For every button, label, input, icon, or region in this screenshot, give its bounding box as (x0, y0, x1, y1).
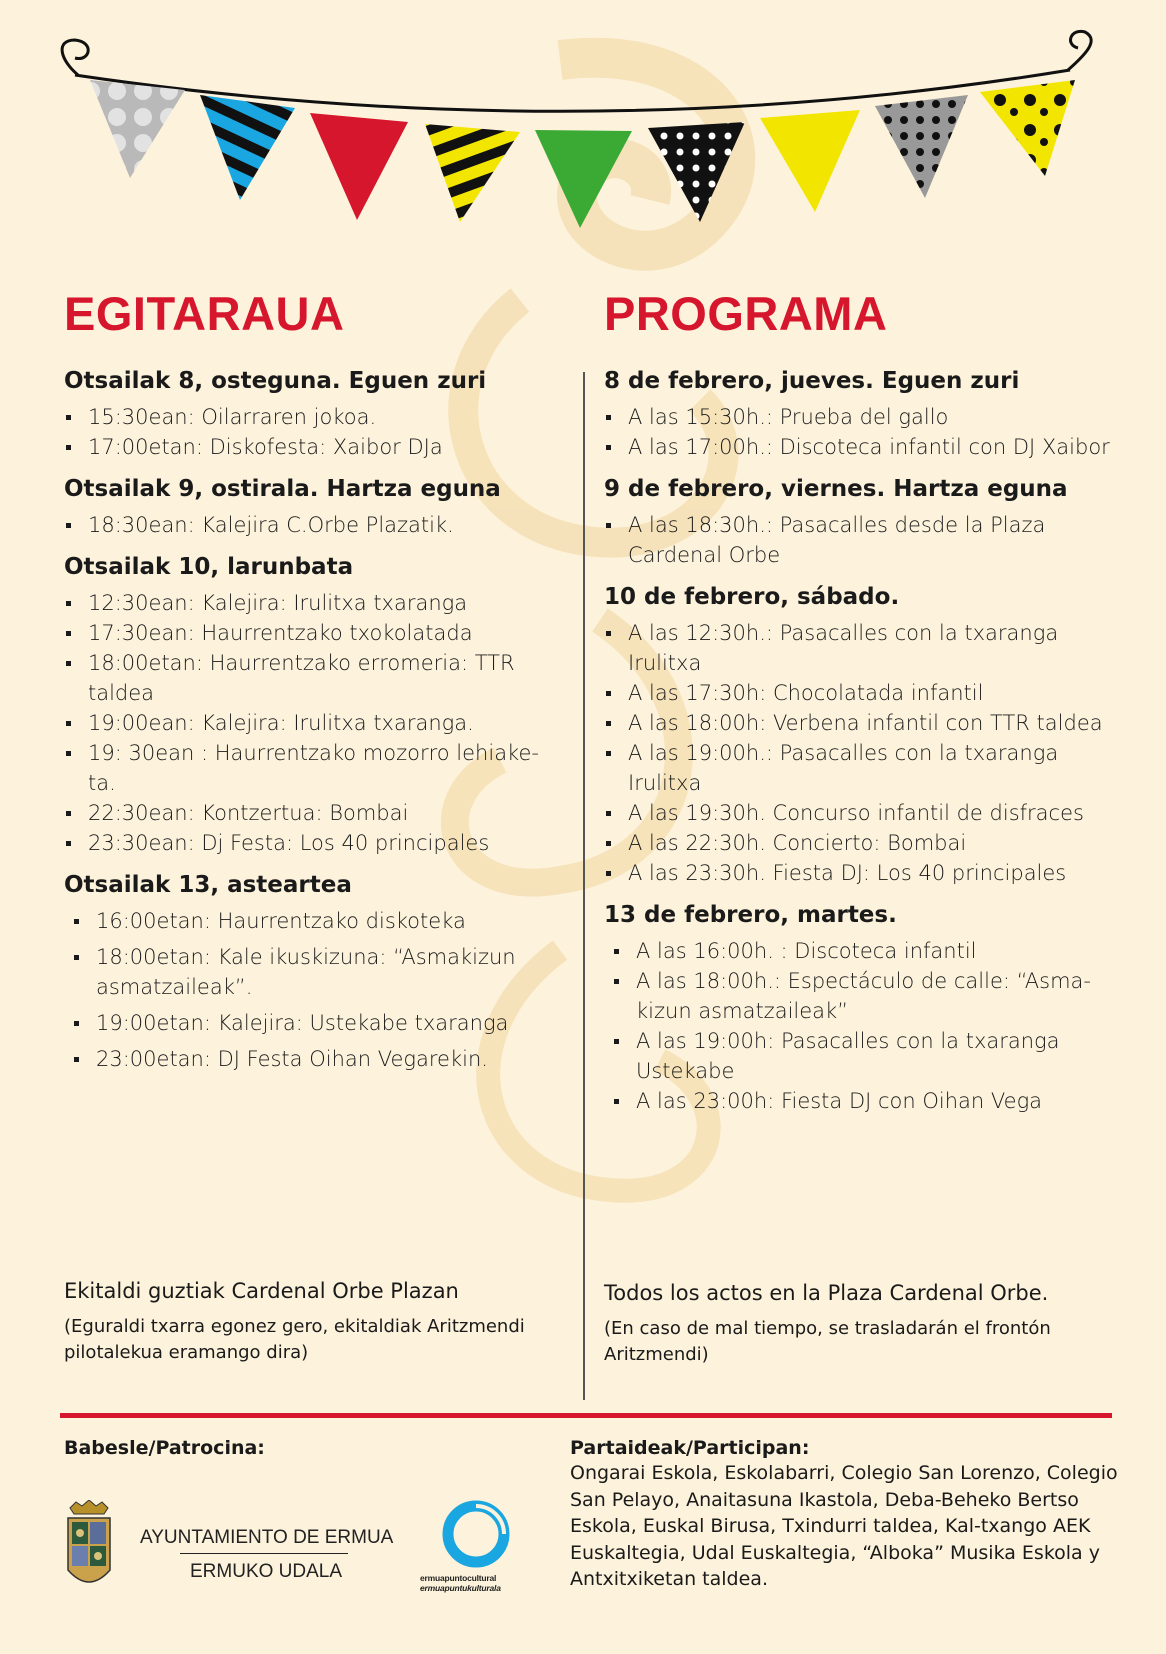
list-item: 23:30ean: Dj Festa: Los 40 principales (64, 828, 564, 858)
list-item: A las 19:00h.: Pasacalles con la txaranga Irulitxa (604, 738, 1124, 798)
footer-divider (60, 1413, 1112, 1418)
day-section (604, 474, 1124, 570)
day-title: Otsailak 8, osteguna. Eguen zuri (64, 368, 487, 394)
day-title: 13 de febrero, martes. (604, 902, 897, 928)
participants-label: Partaideak/Participan: (570, 1437, 810, 1459)
logo-caption-1: ermuapuntocultural (420, 1573, 497, 1583)
day-title: Otsailak 10, larunbata (64, 554, 354, 580)
list-item: A las 23:00h: Fiesta DJ con Oihan Vega (604, 1086, 1124, 1116)
sponsor-name-1: AYUNTAMIENTO DE ERMUA (140, 1527, 394, 1548)
right-column-spanish (604, 287, 1124, 1128)
list-item: 17:30ean: Haurrentzako txokolatada (64, 618, 564, 648)
list-item: A las 17:00h.: Discoteca infantil con DJ Xaibor (604, 432, 1124, 462)
list-item: A las 23:30h. Fiesta DJ: Los 40 principales (604, 858, 1124, 888)
list-item: A las 18:30h.: Pasacalles desde la Plaza Cardenal Orbe (604, 510, 1124, 570)
list-item: 17:00etan: Diskofesta: Xaibor DJa (64, 432, 564, 462)
list-item: 18:00etan: Kale ikuskizuna: “Asmakizun asmatzaileak”. (64, 942, 564, 1002)
day-section (604, 900, 1124, 1116)
list-item: 12:30ean: Kalejira: Irulitxa txaranga (64, 588, 564, 618)
day-section (604, 582, 1124, 888)
day-title: Otsailak 13, asteartea (64, 872, 352, 898)
day-section (64, 474, 564, 540)
coat-of-arms-logo-icon (64, 1500, 114, 1594)
list-item: A las 16:00h. : Discoteca infantil (604, 936, 1124, 966)
day-section (64, 366, 564, 462)
heading-egitaraua: EGITARAUA (64, 287, 345, 340)
logo-caption-2: ermuapuntukulturala (420, 1583, 501, 1593)
sponsor-label: Babesle/Patrocina: (64, 1437, 265, 1459)
list-item: A las 17:30h: Chocolatada infantil (604, 678, 1124, 708)
list-item: A las 18:00h: Verbena infantil con TTR taldea (604, 708, 1124, 738)
list-item: A las 12:30h.: Pasacalles con la txaranga Irulitxa (604, 618, 1124, 678)
list-item: 19:00ean: Kalejira: Irulitxa txaranga. (64, 708, 564, 738)
list-item: 18:30ean: Kalejira C.Orbe Plazatik. (64, 510, 564, 540)
list-item: 19:00etan: Kalejira: Ustekabe txaranga (64, 1008, 564, 1038)
bunting-garland-icon (0, 0, 1166, 260)
list-item: A las 19:30h. Concurso infantil de disfraces (604, 798, 1124, 828)
list-item: 16:00etan: Haurrentzako diskoteka (64, 906, 564, 936)
left-column-basque (64, 287, 564, 1086)
location-note-spanish: Todos los actos en la Plaza Cardenal Orbe. (604, 1281, 1049, 1305)
list-item: A las 19:00h: Pasacalles con la txaranga Ustekabe (604, 1026, 1124, 1086)
sponsor-name-2: ERMUKO UDALA (190, 1561, 343, 1582)
day-section (64, 870, 564, 1074)
day-section (64, 552, 564, 858)
list-item: A las 22:30h. Concierto: Bombai (604, 828, 1124, 858)
list-item: A las 15:30h.: Prueba del gallo (604, 402, 1124, 432)
day-section (604, 366, 1124, 462)
sponsor-name-divider (180, 1553, 348, 1554)
list-item: 23:00etan: DJ Festa Oihan Vegarekin. (64, 1044, 564, 1074)
day-title: 9 de febrero, viernes. Hartza eguna (604, 476, 1068, 502)
list-item: 19: 30ean : Haurrentzako mozorro lehiake-ta. (64, 738, 564, 798)
list-item: 15:30ean: Oilarraren jokoa. (64, 402, 564, 432)
heading-programa: PROGRAMA (604, 287, 888, 340)
list-item: A las 18:00h.: Espectáculo de calle: “Asma-kizun asmatzaileak” (604, 966, 1124, 1026)
day-title: 10 de febrero, sábado. (604, 584, 900, 610)
list-item: 22:30ean: Kontzertua: Bombai (64, 798, 564, 828)
day-title: Otsailak 9, ostirala. Hartza eguna (64, 476, 501, 502)
participants-list: Ongarai Eskola, Eskolabarri, Colegio San Lorenzo, Colegio San Pelayo, Anaitasuna Ikastola, Deba-Beheko Bertso Eskola, Euskal Birusa, Txindurri taldea, Kal-txango AEK Euskaltegia, Udal Euskaltegia, “Alboka” Musika Eskola y Antxitxiketan taldea. (570, 1462, 1118, 1590)
location-note-basque: Ekitaldi guztiak Cardenal Orbe Plazan (64, 1279, 459, 1303)
list-item: 18:00etan: Haurrentzako erromeria: TTR taldea (64, 648, 564, 708)
weather-note-spanish: (En caso de mal tiempo, se trasladarán el frontón Aritzmendi) (604, 1318, 1051, 1365)
column-divider (583, 372, 585, 1400)
weather-note-basque: (Eguraldi txarra egonez gero, ekitaldiak Aritzmendi pilotalekua eramango dira) (64, 1316, 525, 1363)
day-title: 8 de febrero, jueves. Eguen zuri (604, 368, 1020, 394)
ermua-cultural-ring-logo-icon (438, 1500, 514, 1572)
